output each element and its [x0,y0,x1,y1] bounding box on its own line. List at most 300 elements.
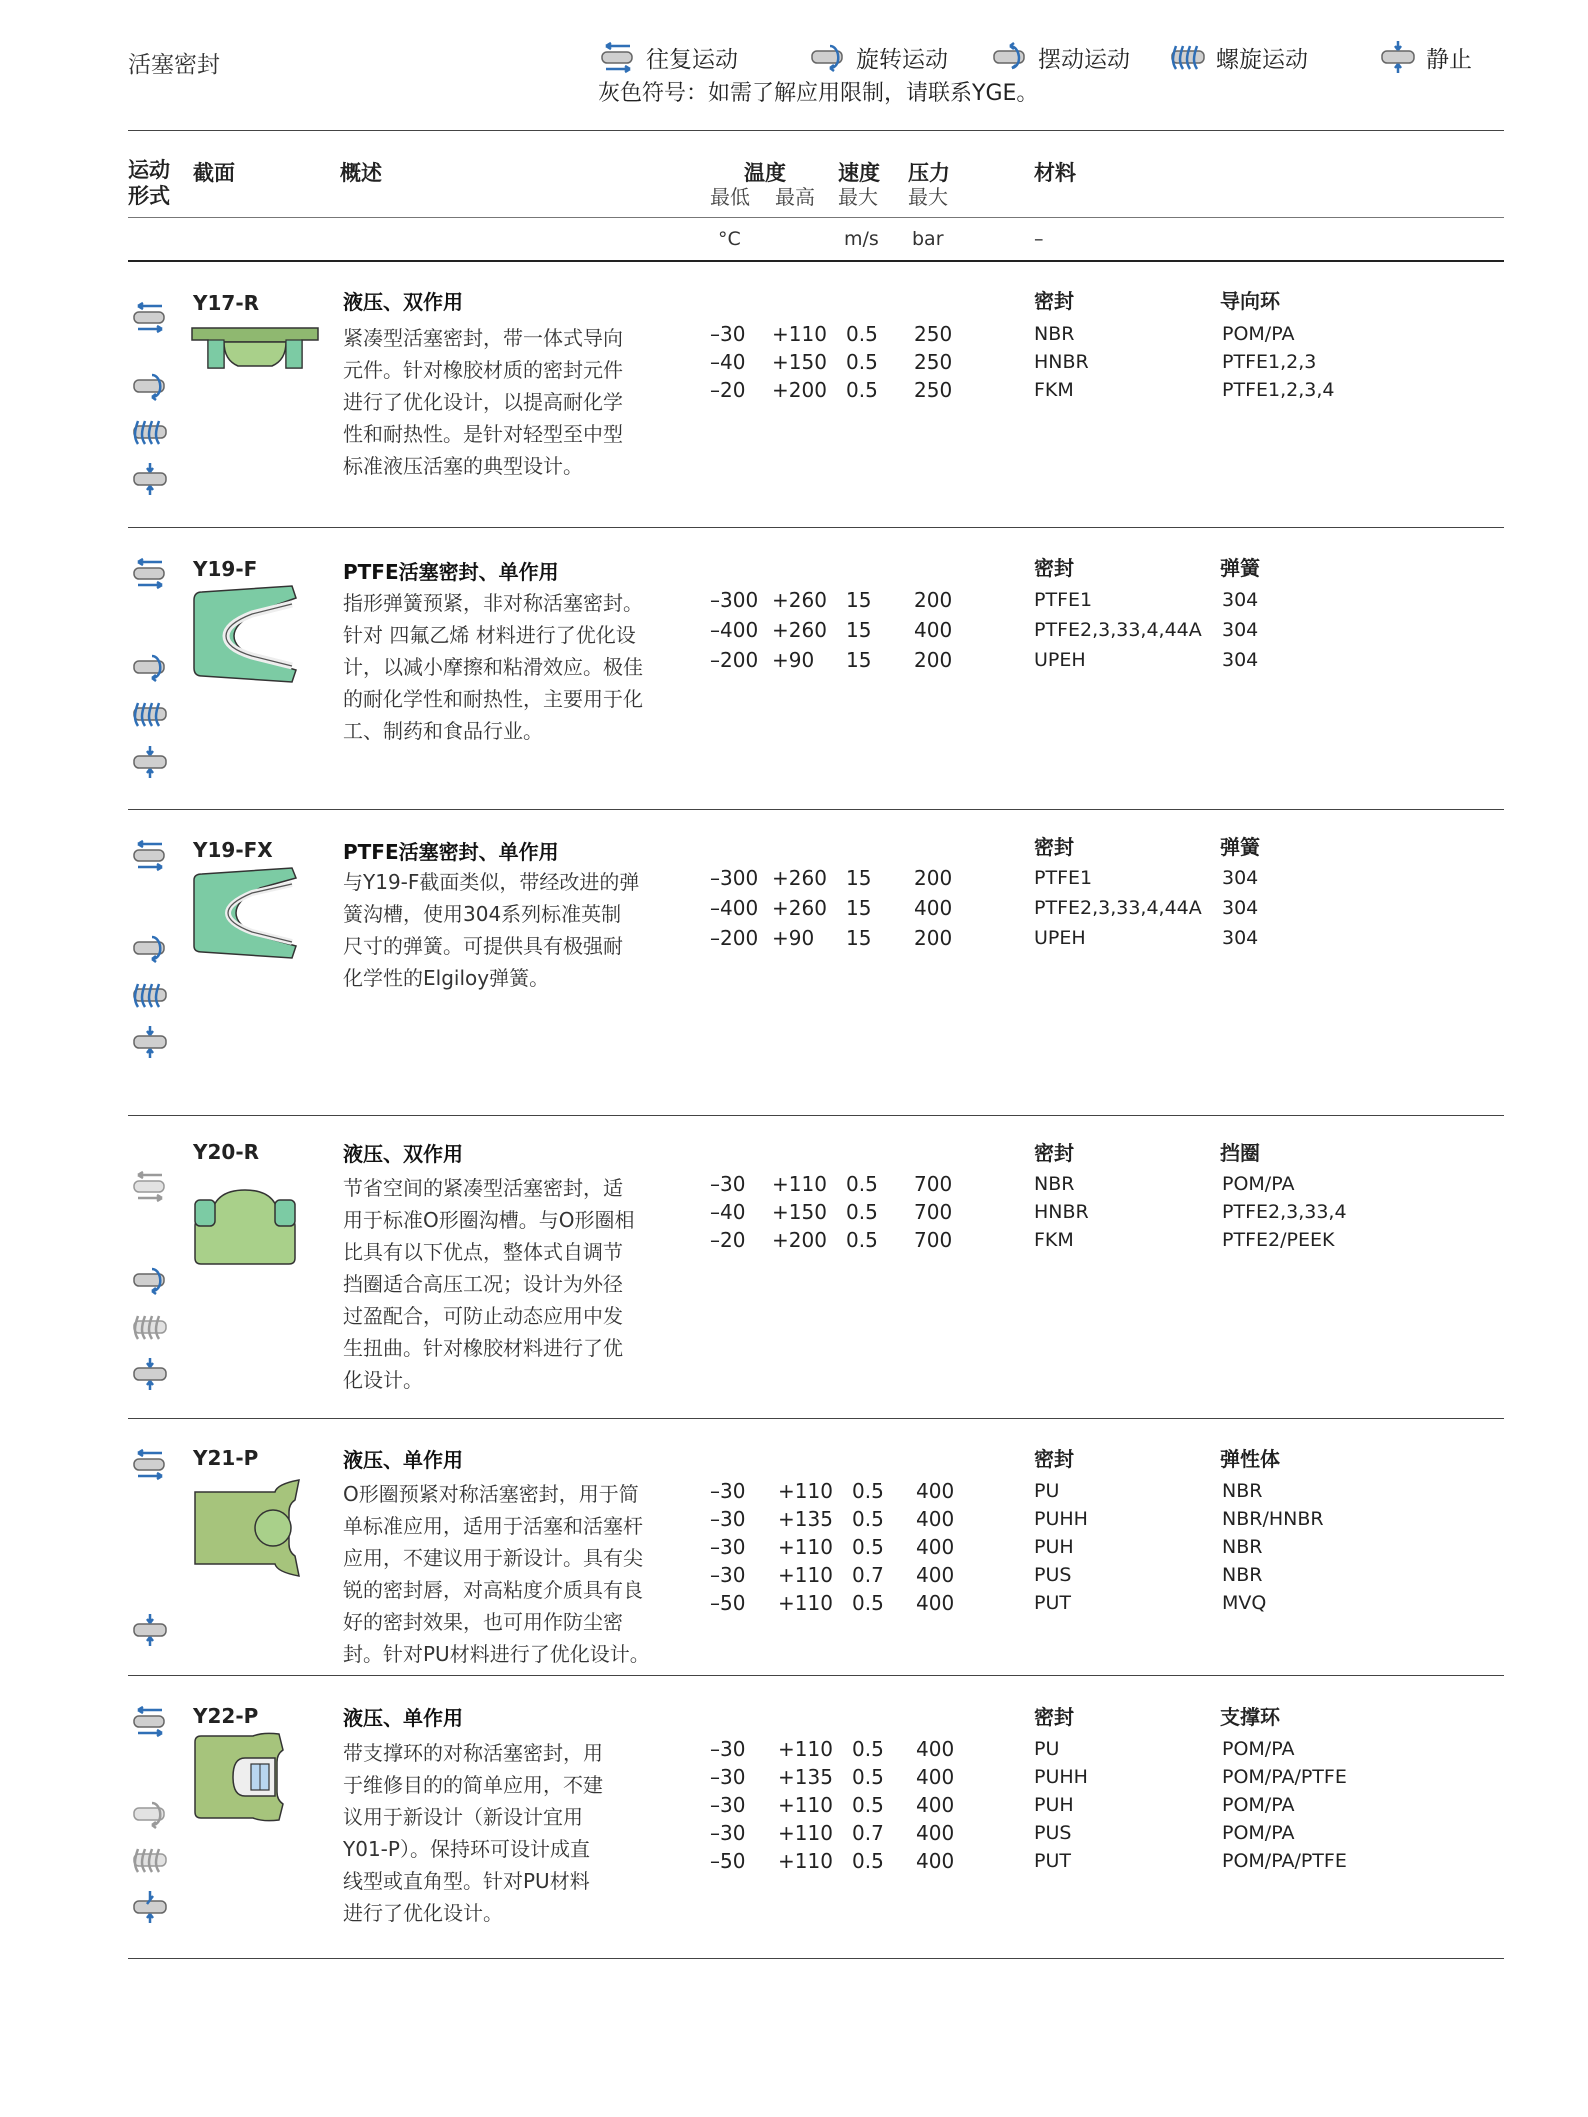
value: 15 [846,896,872,920]
desc-line: 封。针对PU材料进行了优化设计。 [343,1642,650,1666]
value: –30 [710,1563,746,1587]
value: 700 [914,1228,953,1252]
col-speed-max: 最大 [838,185,878,209]
value: +110 [772,322,827,346]
seal-description [343,866,678,994]
value: 250 [914,350,953,374]
desc-line: 元件。针对橡胶材质的密封元件 [343,358,623,382]
value: PUHH [1034,1508,1088,1530]
reciprocating-motion-icon [130,300,170,334]
seal-description [343,1478,678,1670]
seal-code: Y21-P [193,1446,259,1470]
value: +110 [778,1563,833,1587]
rotary-motion-icon [808,40,848,74]
col-temp-min: 最低 [710,185,750,209]
pressure-values [914,585,952,675]
value: 304 [1222,927,1259,949]
value: 0.5 [852,1507,884,1531]
value: 400 [914,896,953,920]
material-seal-header: 密封 [1034,835,1074,859]
value: +260 [772,618,827,642]
desc-line: 与Y19-F截面类似，带经改进的弹 [343,870,640,894]
desc-line: 针对 四氟乙烯 材料进行了优化设 [343,623,636,647]
seal-title: PTFE活塞密封、单作用 [343,560,559,584]
unit-material: – [1034,228,1044,250]
seal-title: 液压、双作用 [343,290,463,314]
legend-label-helical: 螺旋运动 [1216,46,1308,73]
value: 400 [916,1563,955,1587]
desc-line: 带支撑环的对称活塞密封，用 [343,1741,603,1765]
value: HNBR [1034,351,1089,373]
seal-code: Y22-P [193,1704,259,1728]
desc-line: 尺寸的弹簧。可提供具有极强耐 [343,934,623,958]
helical-motion-icon [130,697,170,731]
value: +200 [772,378,827,402]
value: –30 [710,1821,746,1845]
value: PU [1034,1480,1060,1502]
value: PUHH [1034,1766,1088,1788]
legend-label-oscillating: 摆动运动 [1038,46,1130,73]
row-divider [128,809,1504,810]
material-seal-header: 密封 [1034,1447,1074,1471]
value: +135 [778,1765,833,1789]
legend-label-static: 静止 [1426,46,1472,73]
value: 15 [846,926,872,950]
value: FKM [1034,1229,1074,1251]
desc-line: 于维修目的的简单应用，不建 [343,1773,603,1797]
material-secondary-values [1222,585,1258,675]
header-mid-rule [128,217,1504,218]
material-secondary-values [1222,1170,1347,1254]
value: 250 [914,322,953,346]
value: –200 [710,926,759,950]
table-bottom-rule [128,1958,1504,1959]
helical-motion-icon [130,978,170,1012]
seal-code: Y20-R [193,1140,260,1164]
legend-note: 灰色符号：如需了解应用限制，请联系YGE。 [598,81,1039,106]
rotary-motion-icon [130,1263,170,1297]
value: 700 [914,1200,953,1224]
value: 0.7 [852,1563,884,1587]
value: +260 [772,866,827,890]
material-seal-values [1034,1477,1088,1617]
desc-line: 挡圈适合高压工况；设计为外径 [343,1272,623,1296]
seal-title: 液压、单作用 [343,1448,463,1472]
desc-line: 指形弹簧预紧，非对称活塞密封。 [343,591,643,615]
seal-title: 液压、双作用 [343,1142,463,1166]
value: 0.5 [846,378,878,402]
value: 15 [846,588,872,612]
unit-speed: m/s [844,228,879,250]
value: UPEH [1034,649,1086,671]
value: 0.5 [852,1479,884,1503]
temp-min-values [710,1477,745,1617]
desc-line: 进行了优化设计。 [343,1901,503,1925]
desc-line: 节省空间的紧凑型活塞密封，适 [343,1176,623,1200]
seal-code: Y19-FX [193,838,273,862]
value: +150 [772,1200,827,1224]
temp-max-values [772,863,827,953]
y20-r-profile-icon [193,1186,297,1266]
value: 0.5 [846,1228,878,1252]
temp-max-values [778,1735,833,1875]
temp-max-values [772,320,827,404]
speed-values [852,1477,884,1617]
material-seal-values [1034,863,1202,953]
col-temp-max: 最高 [775,185,815,209]
value: +135 [778,1507,833,1531]
col-motion-line2: 形式 [128,184,170,208]
value: 400 [916,1479,955,1503]
static-icon [130,745,170,779]
value: +260 [772,896,827,920]
static-icon [1378,40,1418,74]
value: 400 [916,1737,955,1761]
value: +90 [772,648,815,672]
value: +110 [772,1172,827,1196]
rotary-motion-icon [130,650,170,684]
col-pressure-max: 最大 [908,185,948,209]
value: PUT [1034,1592,1071,1614]
value: 200 [914,926,953,950]
desc-line: 应用，不建议用于新设计。具有尖 [343,1546,643,1570]
material-secondary-header: 支撑环 [1220,1705,1280,1729]
value: POM/PA [1222,323,1295,345]
legend-label-reciprocating: 往复运动 [646,46,738,73]
temp-min-values [710,1735,745,1875]
helical-motion-icon [130,1310,170,1344]
value: PU [1034,1738,1060,1760]
desc-line: 比具有以下优点，整体式自调节 [343,1240,623,1264]
value: POM/PA [1222,1822,1295,1844]
value: 400 [916,1793,955,1817]
material-seal-values [1034,320,1089,404]
value: POM/PA/PTFE [1222,1766,1347,1788]
value: –30 [710,1765,746,1789]
value: PUS [1034,1822,1072,1844]
desc-line: 化学性的Elgiloy弹簧。 [343,966,550,990]
seal-description [343,587,678,747]
reciprocating-motion-icon [130,1169,170,1203]
value: 15 [846,618,872,642]
rotary-motion-icon [130,1797,170,1831]
value: NBR [1222,1564,1263,1586]
legend-label-rotary: 旋转运动 [856,46,948,73]
value: PTFE2,3,33,4,44A [1034,897,1202,919]
value: –40 [710,1200,746,1224]
value: 200 [914,866,953,890]
value: –200 [710,648,759,672]
legend-reciprocating [598,40,738,74]
value: 400 [916,1535,955,1559]
value: 0.5 [846,1200,878,1224]
col-section-header: 截面 [193,161,235,185]
col-motion-header [128,157,170,209]
value: FKM [1034,379,1074,401]
col-temperature-header: 温度 [744,161,786,185]
legend-rotary [808,40,948,74]
speed-values [846,1170,878,1254]
material-secondary-header: 弹簧 [1220,556,1260,580]
desc-line: 计，以减小摩擦和粘滑效应。极佳 [343,655,643,679]
temp-min-values [710,585,758,675]
desc-line: 单标准应用，适用于活塞和活塞杆 [343,1514,643,1538]
value: 700 [914,1172,953,1196]
material-secondary-values [1222,1735,1347,1875]
header-top-rule [128,130,1504,131]
temp-max-values [772,1170,827,1254]
value: POM/PA/PTFE [1222,1850,1347,1872]
value: –400 [710,618,759,642]
seal-code: Y19-F [193,557,258,581]
value: NBR [1034,323,1075,345]
desc-line: O形圈预紧对称活塞密封，用于简 [343,1482,639,1506]
value: –30 [710,1737,746,1761]
value: 0.5 [852,1793,884,1817]
value: 400 [916,1765,955,1789]
temp-max-values [772,585,827,675]
rotary-motion-icon [130,369,170,403]
value: 304 [1222,589,1259,611]
col-pressure-header: 压力 [908,161,950,185]
material-secondary-header: 挡圈 [1220,1141,1260,1165]
seal-description [343,1737,678,1929]
value: –20 [710,1228,746,1252]
desc-line: 锐的密封唇，对高粘度介质具有良 [343,1578,643,1602]
value: +110 [778,1793,833,1817]
desc-line: 紧凑型活塞密封，带一体式导向 [343,326,623,350]
value: NBR [1222,1480,1263,1502]
speed-values [846,320,878,404]
static-icon [130,1025,170,1059]
temp-min-values [710,863,758,953]
static-icon [130,1357,170,1391]
desc-line: 工、制药和食品行业。 [343,719,543,743]
seal-description [343,1172,678,1396]
value: 15 [846,648,872,672]
value: –30 [710,322,746,346]
value: –30 [710,1507,746,1531]
static-icon [130,1890,170,1924]
value: UPEH [1034,927,1086,949]
y17-r-profile-icon [190,326,320,372]
desc-line: 过盈配合，可防止动态应用中发 [343,1304,623,1328]
value: 0.5 [846,350,878,374]
value: PTFE1 [1034,867,1093,889]
value: PUS [1034,1564,1072,1586]
header-bottom-rule [128,260,1504,262]
material-secondary-header: 弹性体 [1220,1447,1280,1471]
temp-max-values [778,1477,833,1617]
speed-values [852,1735,884,1875]
material-seal-header: 密封 [1034,289,1074,313]
pressure-values [914,863,952,953]
material-secondary-values [1222,863,1258,953]
value: 304 [1222,649,1259,671]
helical-motion-icon [130,415,170,449]
y22-p-profile-icon [193,1732,289,1822]
value: –400 [710,896,759,920]
value: 0.5 [852,1591,884,1615]
static-icon [130,1613,170,1647]
value: +110 [778,1737,833,1761]
unit-pressure: bar [912,228,944,250]
value: +110 [778,1535,833,1559]
col-speed-header: 速度 [838,161,880,185]
value: 400 [916,1591,955,1615]
oscillating-motion-icon [990,40,1030,74]
desc-line: 议用于新设计（新设计宜用 [343,1805,583,1829]
desc-line: Y01-P）。保持环可设计成直 [343,1837,590,1861]
pressure-values [916,1735,954,1875]
value: PTFE2/PEEK [1222,1229,1335,1251]
col-motion-line1: 运动 [128,158,170,182]
seal-title: PTFE活塞密封、单作用 [343,840,559,864]
desc-line: 的耐化学性和耐热性，主要用于化 [343,687,643,711]
value: MVQ [1222,1592,1267,1614]
value: PTFE1,2,3,4 [1222,379,1335,401]
material-secondary-header: 弹簧 [1220,835,1260,859]
value: 400 [916,1849,955,1873]
legend-static [1378,40,1472,74]
legend-helical [1168,40,1308,74]
value: –40 [710,350,746,374]
value: POM/PA [1222,1794,1295,1816]
value: –50 [710,1849,746,1873]
value: –30 [710,1793,746,1817]
value: PTFE2,3,33,4 [1222,1201,1347,1223]
value: –300 [710,588,759,612]
desc-line: 化设计。 [343,1368,423,1392]
value: –50 [710,1591,746,1615]
value: +90 [772,926,815,950]
page-title: 活塞密封 [128,52,220,78]
reciprocating-motion-icon [598,40,638,74]
value: PUH [1034,1536,1074,1558]
value: 0.7 [852,1821,884,1845]
col-material-header: 材料 [1034,161,1076,185]
value: +200 [772,1228,827,1252]
desc-line: 标准液压活塞的典型设计。 [343,454,583,478]
temp-min-values [710,320,745,404]
value: NBR/HNBR [1222,1508,1324,1530]
material-seal-header: 密封 [1034,556,1074,580]
value: 400 [916,1821,955,1845]
seal-code: Y17-R [193,291,260,315]
value: PUT [1034,1850,1071,1872]
value: –30 [710,1535,746,1559]
value: –30 [710,1479,746,1503]
material-seal-values [1034,1735,1088,1875]
value: 400 [916,1507,955,1531]
value: 0.5 [852,1535,884,1559]
material-seal-header: 密封 [1034,1141,1074,1165]
row-divider [128,527,1504,528]
row-divider [128,1115,1504,1116]
desc-line: 用于标准O形圈沟槽。与O形圈相 [343,1208,635,1232]
value: –30 [710,1172,746,1196]
value: +260 [772,588,827,612]
value: 304 [1222,897,1259,919]
value: +110 [778,1821,833,1845]
value: 400 [914,618,953,642]
unit-temperature: °C [718,228,741,250]
y19-fx-profile-icon [192,866,304,960]
legend-oscillating [990,40,1130,74]
value: PUH [1034,1794,1074,1816]
rotary-motion-icon [130,931,170,965]
desc-line: 性和耐热性。是针对轻型至中型 [343,422,623,446]
desc-line: 进行了优化设计，以提高耐化学 [343,390,623,414]
value: HNBR [1034,1201,1089,1223]
material-seal-values [1034,585,1202,675]
desc-line: 线型或直角型。针对PU材料 [343,1869,590,1893]
desc-line: 好的密封效果，也可用作防尘密 [343,1610,623,1634]
value: –300 [710,866,759,890]
reciprocating-motion-icon [130,556,170,590]
static-icon [130,462,170,496]
speed-values [846,585,871,675]
value: 304 [1222,867,1259,889]
value: +110 [778,1591,833,1615]
y21-p-profile-icon [193,1478,303,1578]
col-summary-header: 概述 [340,161,382,185]
helical-motion-icon [1168,40,1208,74]
material-seal-values [1034,1170,1089,1254]
material-secondary-header: 导向环 [1220,289,1280,313]
temp-min-values [710,1170,745,1254]
value: 0.5 [852,1765,884,1789]
desc-line: 生扭曲。针对橡胶材料进行了优 [343,1336,623,1360]
y19-f-profile-icon [192,584,304,684]
value: NBR [1222,1536,1263,1558]
value: 0.5 [846,1172,878,1196]
value: +150 [772,350,827,374]
value: 200 [914,588,953,612]
helical-motion-icon [130,1843,170,1877]
value: +110 [778,1479,833,1503]
value: NBR [1034,1173,1075,1195]
value: PTFE1 [1034,589,1093,611]
value: 15 [846,866,872,890]
value: 0.5 [852,1849,884,1873]
value: PTFE2,3,33,4,44A [1034,619,1202,641]
pressure-values [916,1477,954,1617]
value: 0.5 [852,1737,884,1761]
reciprocating-motion-icon [130,1447,170,1481]
value: 0.5 [846,322,878,346]
material-secondary-values [1222,1477,1324,1617]
value: –20 [710,378,746,402]
reciprocating-motion-icon [130,838,170,872]
value: +110 [778,1849,833,1873]
value: POM/PA [1222,1738,1295,1760]
material-secondary-values [1222,320,1334,404]
value: 304 [1222,619,1259,641]
pressure-values [914,320,952,404]
seal-title: 液压、单作用 [343,1706,463,1730]
material-seal-header: 密封 [1034,1705,1074,1729]
desc-line: 簧沟槽，使用304系列标准英制 [343,902,622,926]
row-divider [128,1418,1504,1419]
reciprocating-motion-icon [130,1704,170,1738]
row-divider [128,1675,1504,1676]
value: PTFE1,2,3 [1222,351,1317,373]
pressure-values [914,1170,952,1254]
seal-description [343,322,678,482]
value: 200 [914,648,953,672]
value: 250 [914,378,953,402]
